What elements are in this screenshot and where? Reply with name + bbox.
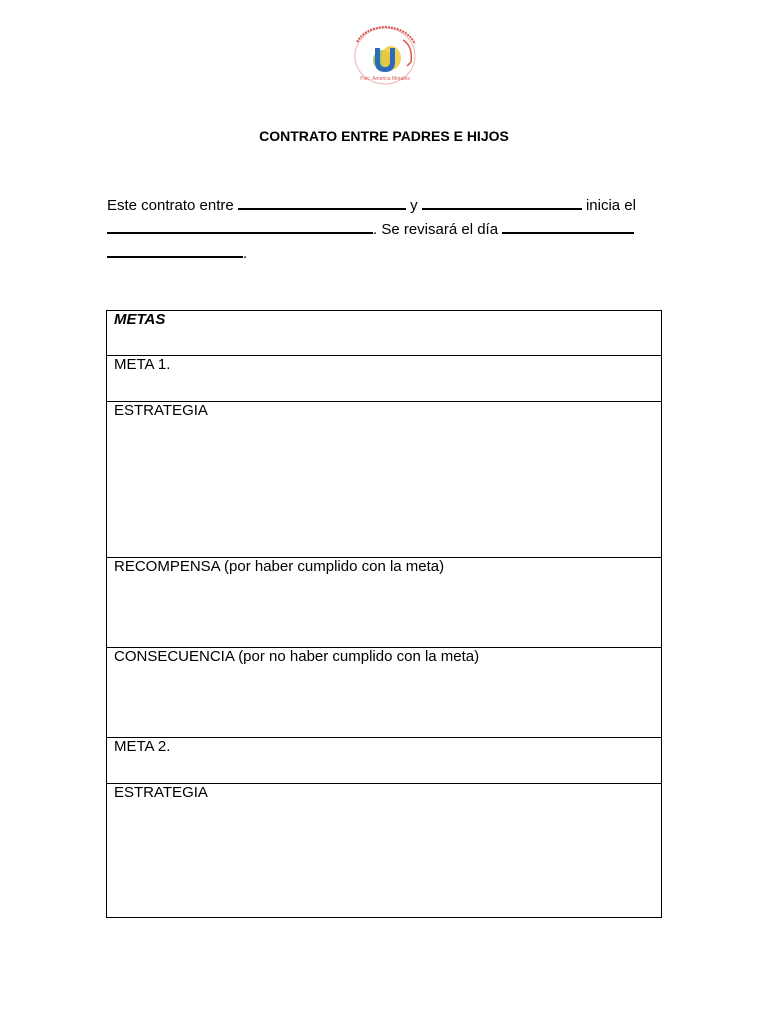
consequence-label: CONSECUENCIA (por no haber cumplido con la meta) xyxy=(114,648,480,665)
logo-caption: Psic. America Morales xyxy=(360,76,410,82)
reward-cell[interactable] xyxy=(107,558,662,648)
goals-table xyxy=(106,310,662,918)
strategy1-label: ESTRATEGIA xyxy=(114,402,208,419)
start-date-blank[interactable] xyxy=(107,218,373,234)
strategy2-label: ESTRATEGIA xyxy=(114,784,208,801)
child-name-blank[interactable] xyxy=(422,194,582,210)
metas-label: METAS xyxy=(114,311,166,328)
review-date-blank[interactable] xyxy=(502,218,634,234)
intro-text: y xyxy=(410,197,418,214)
meta2-label: META 2. xyxy=(114,738,171,755)
intro-paragraph xyxy=(107,194,663,266)
intro-text: inicia el xyxy=(585,197,636,214)
meta1-label: META 1. xyxy=(114,356,171,373)
parent-name-blank[interactable] xyxy=(238,194,406,210)
meta2-cell[interactable] xyxy=(107,738,662,784)
consequence-cell[interactable] xyxy=(107,648,662,738)
meta1-cell[interactable] xyxy=(107,356,662,402)
intro-text: . xyxy=(243,245,248,262)
review-date-blank-cont[interactable] xyxy=(107,242,243,258)
intro-text: Este contrato entre xyxy=(107,197,234,214)
document-title: CONTRATO ENTRE PADRES E HIJOS xyxy=(259,128,509,144)
reward-label: RECOMPENSA (por haber cumplido con la meta) xyxy=(114,558,445,575)
intro-text: . Se revisará el día xyxy=(373,221,499,238)
strategy2-cell[interactable] xyxy=(107,784,662,918)
strategy1-cell[interactable] xyxy=(107,402,662,558)
metas-header-cell xyxy=(107,311,662,356)
